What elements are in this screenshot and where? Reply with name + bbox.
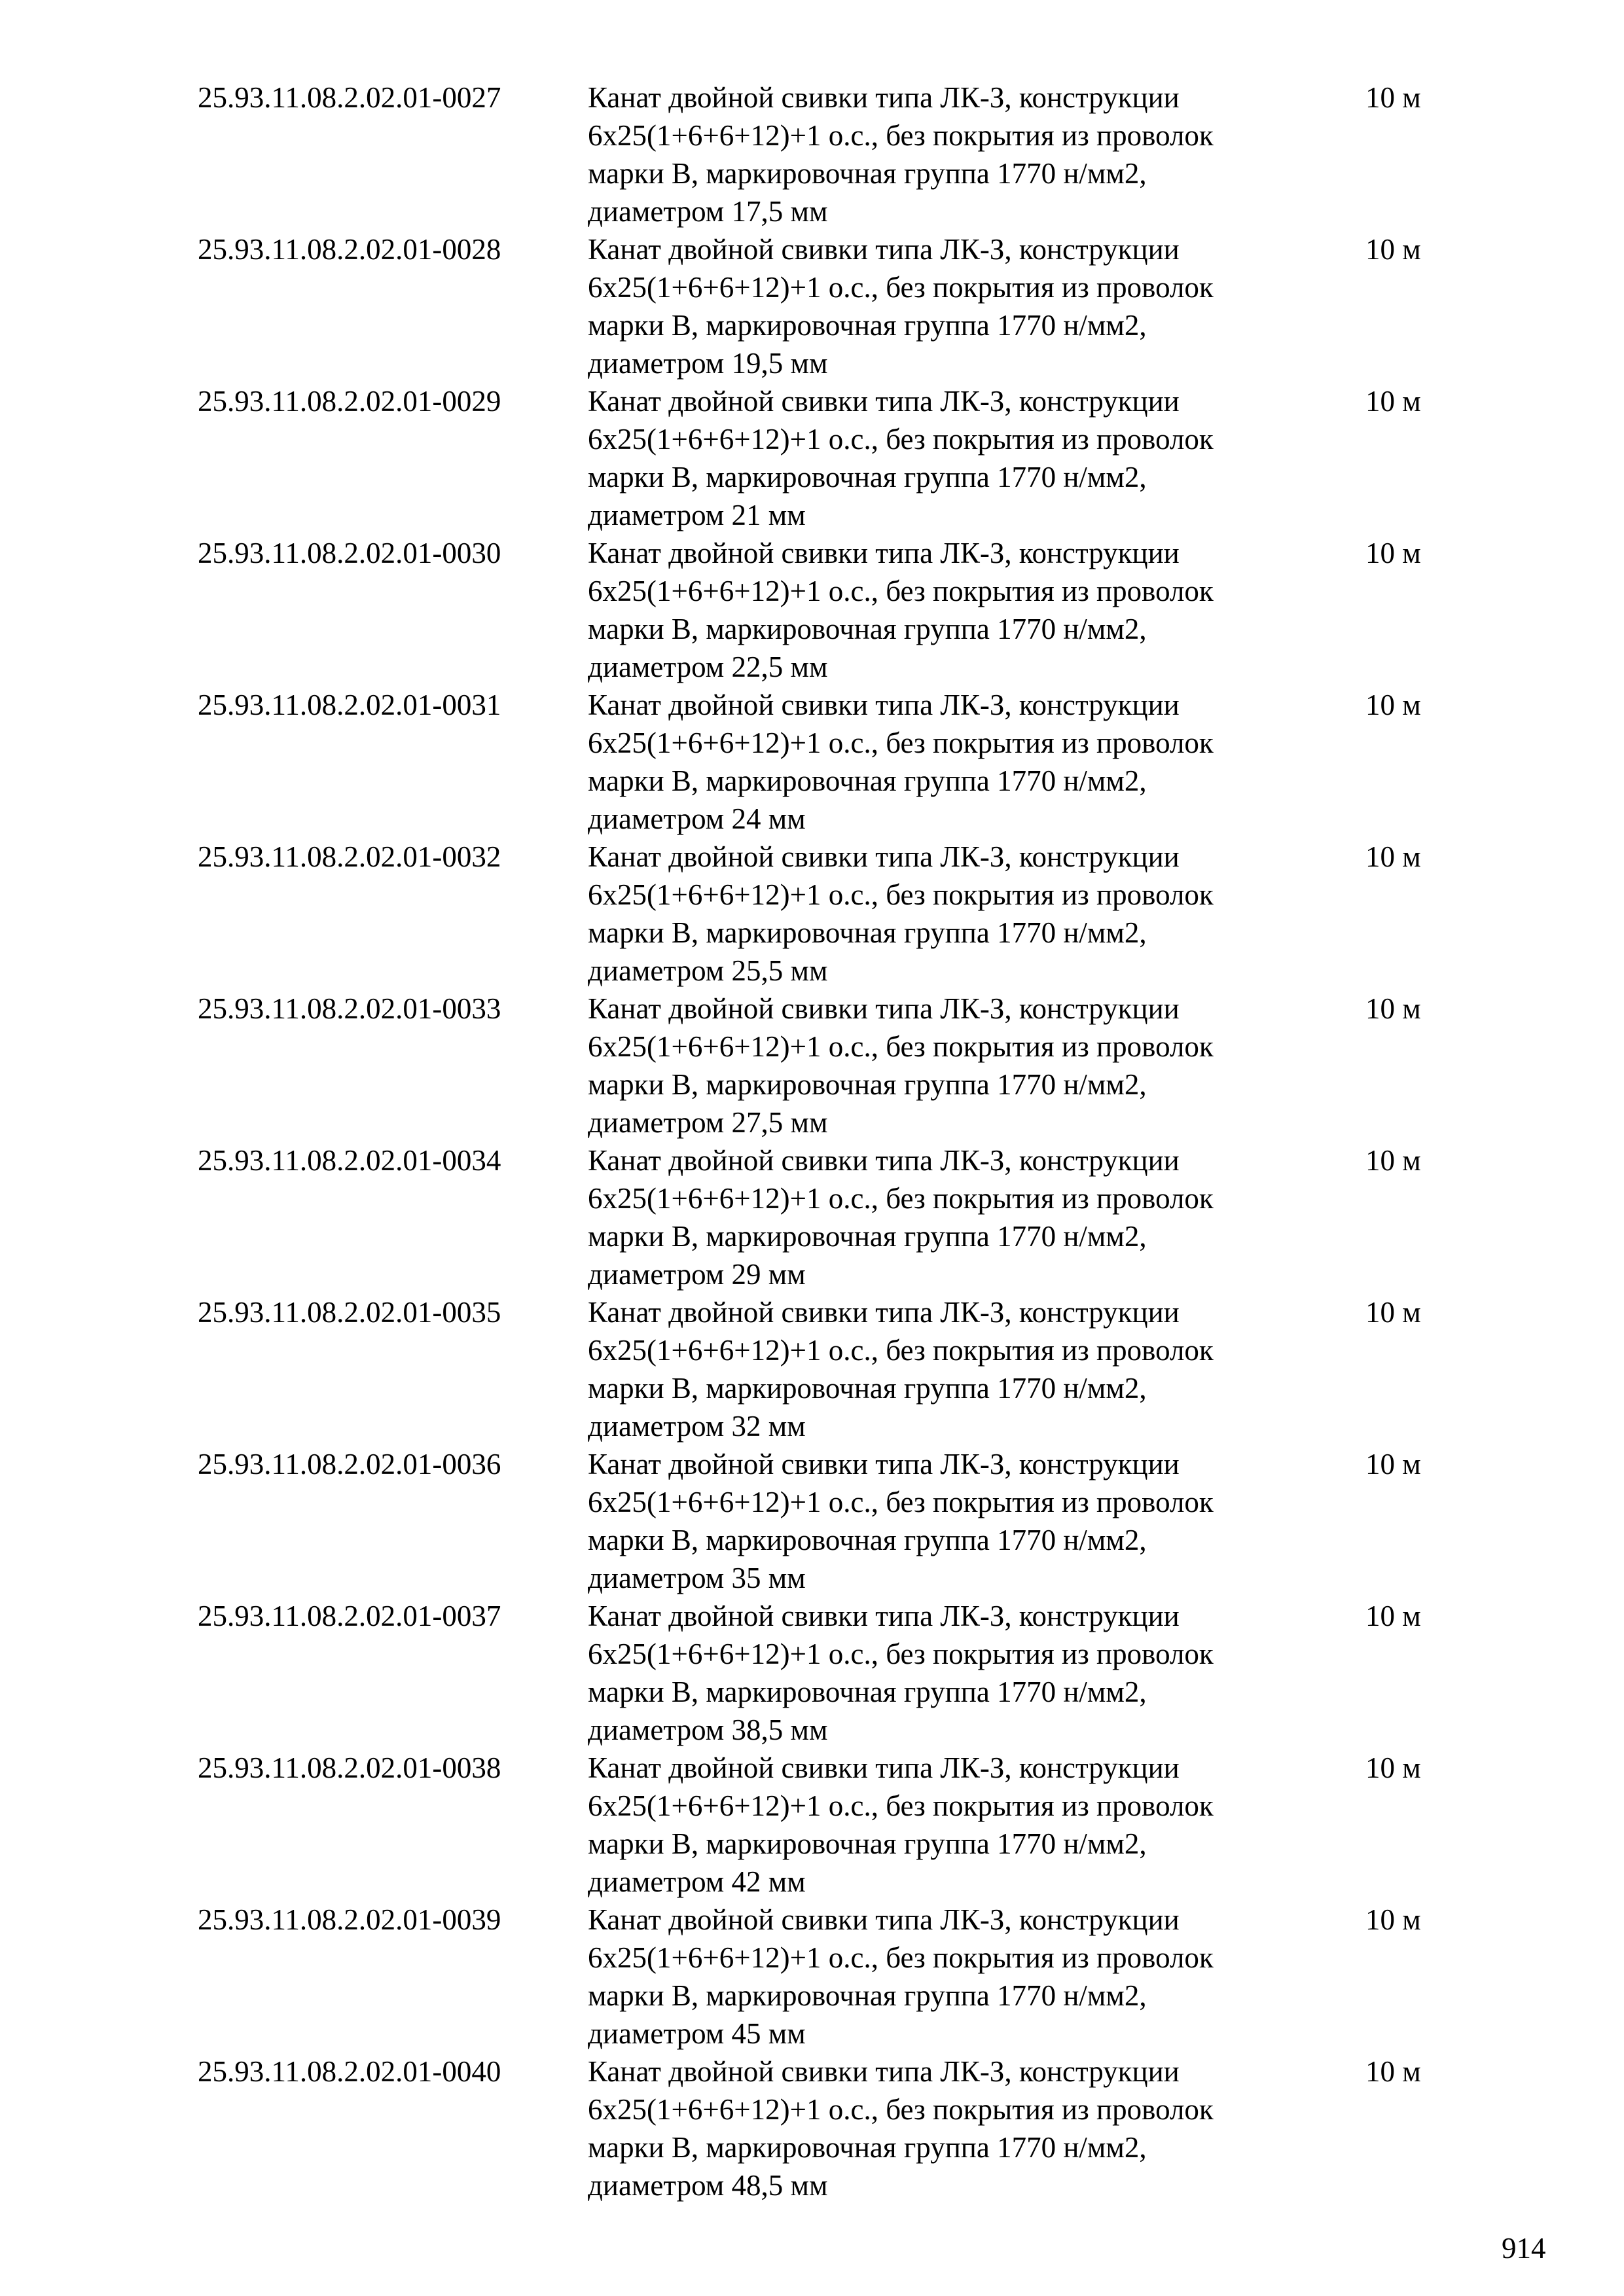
resource-code: 25.93.11.08.2.02.01-0028 — [198, 233, 501, 266]
resource-code: 25.93.11.08.2.02.01-0031 — [198, 689, 501, 721]
resource-code: 25.93.11.08.2.02.01-0035 — [198, 1296, 501, 1329]
resource-description: Канат двойной свивки типа ЛК-З, конструкции 6х25(1+6+6+12)+1 о.с., без покрытия из проволок марки В, маркировочная группа 1770 н/мм2, диаметром 45 мм — [588, 1903, 1214, 2050]
list-item — [0, 1293, 1624, 1445]
resource-unit: 10 м — [1365, 689, 1421, 721]
resource-description: Канат двойной свивки типа ЛК-З, конструкции 6х25(1+6+6+12)+1 о.с., без покрытия из проволок марки В, маркировочная группа 1770 н/мм2, диаметром 38,5 мм — [588, 1600, 1214, 1746]
resource-unit: 10 м — [1365, 1600, 1421, 1632]
resource-unit: 10 м — [1365, 840, 1421, 873]
resource-unit: 10 м — [1365, 1751, 1421, 1784]
resource-description: Канат двойной свивки типа ЛК-З, конструкции 6х25(1+6+6+12)+1 о.с., без покрытия из проволок марки В, маркировочная группа 1770 н/мм2, диаметром 22,5 мм — [588, 537, 1214, 683]
resource-code: 25.93.11.08.2.02.01-0038 — [198, 1751, 501, 1784]
resource-description: Канат двойной свивки типа ЛК-З, конструкции 6х25(1+6+6+12)+1 о.с., без покрытия из проволок марки В, маркировочная группа 1770 н/мм2, диаметром 17,5 мм — [588, 81, 1214, 228]
list-item — [0, 1597, 1624, 1749]
resource-code: 25.93.11.08.2.02.01-0039 — [198, 1903, 501, 1936]
resource-unit: 10 м — [1365, 992, 1421, 1025]
resource-unit: 10 м — [1365, 537, 1421, 569]
resource-unit: 10 м — [1365, 233, 1421, 266]
list-item — [0, 1749, 1624, 1901]
resource-unit: 10 м — [1365, 81, 1421, 114]
resource-unit: 10 м — [1365, 2055, 1421, 2088]
resource-description: Канат двойной свивки типа ЛК-З, конструкции 6х25(1+6+6+12)+1 о.с., без покрытия из проволок марки В, маркировочная группа 1770 н/мм2, диаметром 32 мм — [588, 1296, 1214, 1443]
list-item — [0, 1141, 1624, 1293]
list-item — [0, 79, 1624, 230]
list-item — [0, 1445, 1624, 1597]
resource-description: Канат двойной свивки типа ЛК-З, конструкции 6х25(1+6+6+12)+1 о.с., без покрытия из проволок марки В, маркировочная группа 1770 н/мм2, диаметром 48,5 мм — [588, 2055, 1214, 2202]
resource-code: 25.93.11.08.2.02.01-0033 — [198, 992, 501, 1025]
resource-unit: 10 м — [1365, 1448, 1421, 1480]
resource-unit: 10 м — [1365, 385, 1421, 418]
resource-description: Канат двойной свивки типа ЛК-З, конструкции 6х25(1+6+6+12)+1 о.с., без покрытия из проволок марки В, маркировочная группа 1770 н/мм2, диаметром 27,5 мм — [588, 992, 1214, 1139]
resource-code: 25.93.11.08.2.02.01-0037 — [198, 1600, 501, 1632]
list-item — [0, 230, 1624, 382]
resource-code: 25.93.11.08.2.02.01-0029 — [198, 385, 501, 418]
page-number: 914 — [1502, 2232, 1546, 2265]
list-item — [0, 838, 1624, 990]
resource-unit: 10 м — [1365, 1296, 1421, 1329]
resource-description: Канат двойной свивки типа ЛК-З, конструкции 6х25(1+6+6+12)+1 о.с., без покрытия из проволок марки В, маркировочная группа 1770 н/мм2, диаметром 35 мм — [588, 1448, 1214, 1594]
resource-code: 25.93.11.08.2.02.01-0027 — [198, 81, 501, 114]
list-item — [0, 1901, 1624, 2053]
resource-code: 25.93.11.08.2.02.01-0040 — [198, 2055, 501, 2088]
list-item — [0, 534, 1624, 686]
list-item — [0, 2053, 1624, 2204]
resource-code: 25.93.11.08.2.02.01-0032 — [198, 840, 501, 873]
list-item — [0, 990, 1624, 1141]
resource-code: 25.93.11.08.2.02.01-0030 — [198, 537, 501, 569]
resource-code: 25.93.11.08.2.02.01-0036 — [198, 1448, 501, 1480]
resource-description: Канат двойной свивки типа ЛК-З, конструкции 6х25(1+6+6+12)+1 о.с., без покрытия из проволок марки В, маркировочная группа 1770 н/мм2, диаметром 25,5 мм — [588, 840, 1214, 987]
resource-description: Канат двойной свивки типа ЛК-З, конструкции 6х25(1+6+6+12)+1 о.с., без покрытия из проволок марки В, маркировочная группа 1770 н/мм2, диаметром 21 мм — [588, 385, 1214, 531]
resource-description: Канат двойной свивки типа ЛК-З, конструкции 6х25(1+6+6+12)+1 о.с., без покрытия из проволок марки В, маркировочная группа 1770 н/мм2, диаметром 29 мм — [588, 1144, 1214, 1291]
list-item — [0, 686, 1624, 838]
resource-description: Канат двойной свивки типа ЛК-З, конструкции 6х25(1+6+6+12)+1 о.с., без покрытия из проволок марки В, маркировочная группа 1770 н/мм2, диаметром 42 мм — [588, 1751, 1214, 1898]
resource-code: 25.93.11.08.2.02.01-0034 — [198, 1144, 501, 1177]
resource-unit: 10 м — [1365, 1903, 1421, 1936]
resource-unit: 10 м — [1365, 1144, 1421, 1177]
resource-description: Канат двойной свивки типа ЛК-З, конструкции 6х25(1+6+6+12)+1 о.с., без покрытия из проволок марки В, маркировочная группа 1770 н/мм2, диаметром 24 мм — [588, 689, 1214, 835]
resource-description: Канат двойной свивки типа ЛК-З, конструкции 6х25(1+6+6+12)+1 о.с., без покрытия из проволок марки В, маркировочная группа 1770 н/мм2, диаметром 19,5 мм — [588, 233, 1214, 380]
list-item — [0, 382, 1624, 534]
